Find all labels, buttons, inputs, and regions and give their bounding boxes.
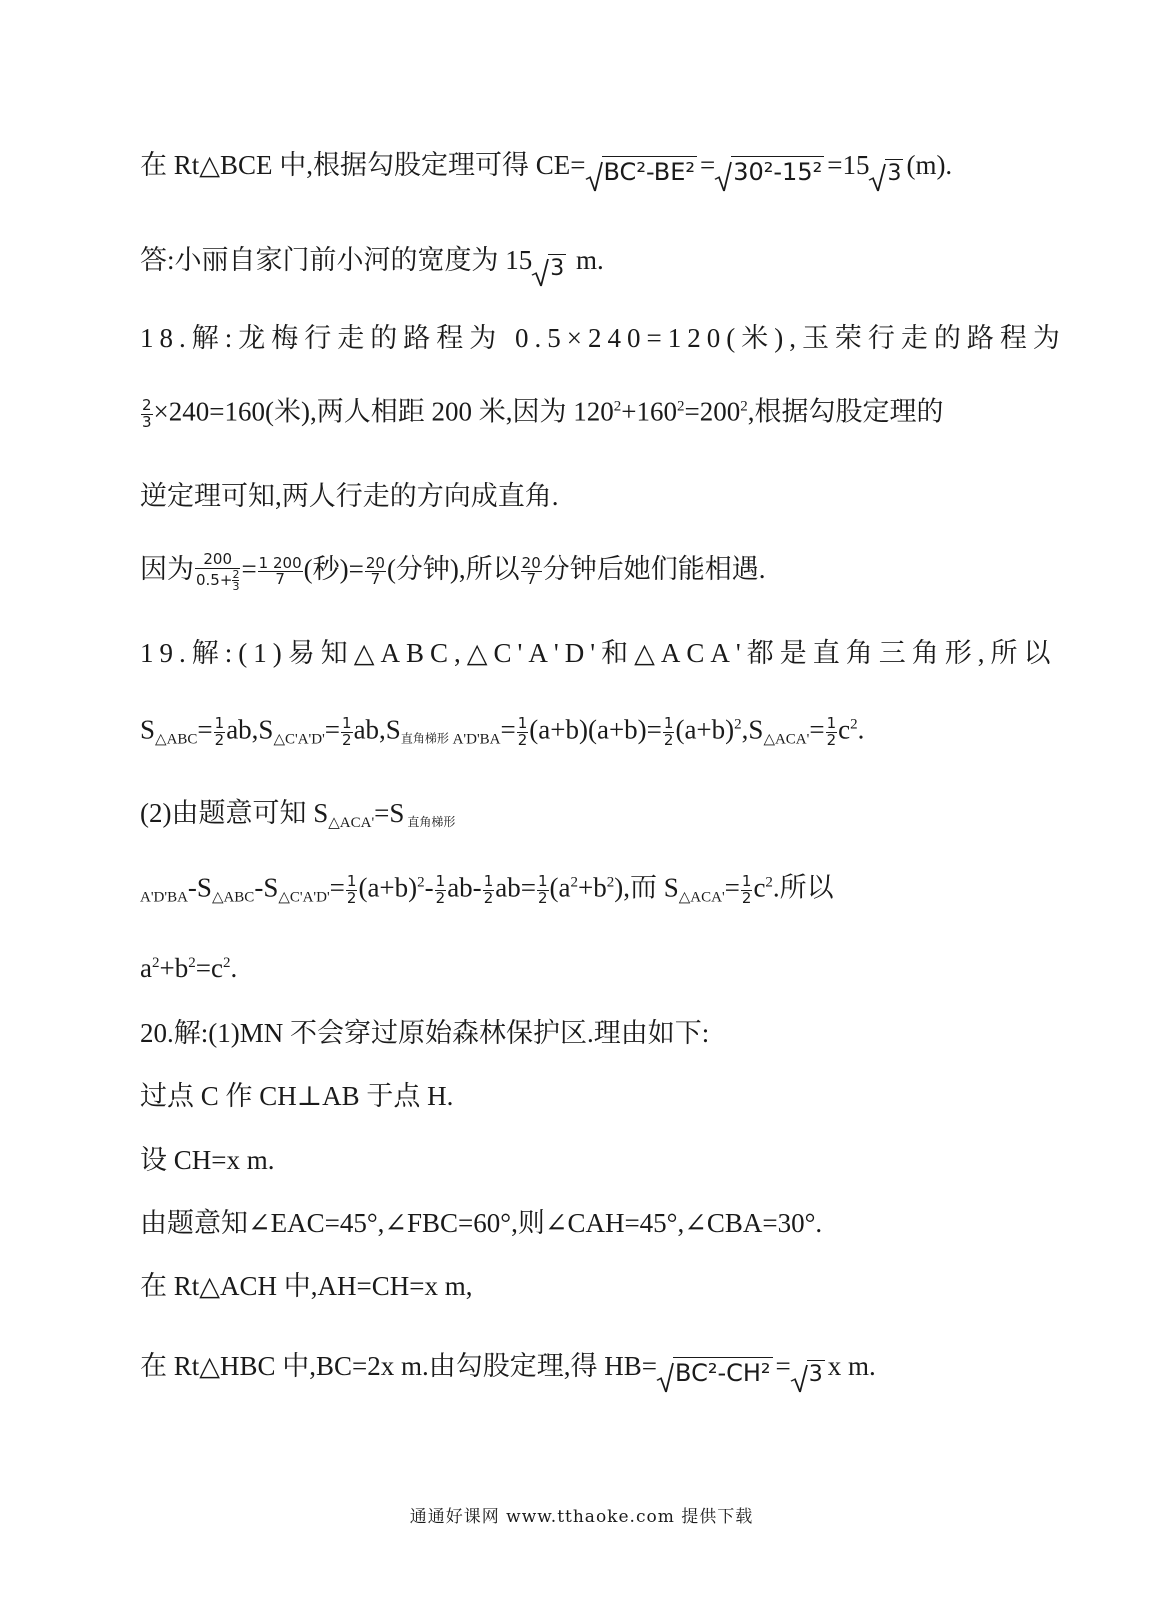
fraction: $\frac{2}{3}$ <box>142 396 152 431</box>
line-3: 18.解:龙梅行走的路程为 0.5×240=120(米),玉荣行走的路程为 <box>140 323 1066 353</box>
line-15: 由题意知∠EAC=45°,∠FBC=60°,则∠CAH=45°,∠CBA=30°. <box>140 1208 823 1238</box>
radical-sign-icon <box>715 162 731 191</box>
sqrt-3: 3 <box>532 253 566 280</box>
sqrt-bc-ch: BC²-CH² <box>657 1357 773 1386</box>
sqrt-bc-be: BC²-BE² <box>586 156 697 185</box>
line-6: 因为 200 0.5+ $\frac{2}{3}$ = $\frac{1 200}{7}$ (秒)= $\frac{20}{7}$ (分钟),所以 $\frac{20}{7}$ 分钟后她们能相遇. <box>140 550 766 593</box>
radical-sign-icon <box>532 259 548 286</box>
line-13: 过点 C 作 CH⊥AB 于点 H. <box>140 1081 454 1111</box>
fraction: $\frac{1}{2}$ <box>826 714 837 749</box>
sqrt-3: 3 <box>869 158 903 185</box>
sqrt-30-15: 30²-15² <box>715 156 824 185</box>
fraction: $\frac{1}{2}$ <box>435 872 446 907</box>
radical-sign-icon <box>791 1365 807 1392</box>
line-8: $S_{\triangle ABC}=$ $\frac{1}{2}$ $ab,S_{\triangle C'A'D'}=$ $\frac{1}{2}$ ab,S直角梯形 $_{A'D'BA}$= $\frac{1}{2}$ (a+b)(a+b)= $\frac{1}{2}$ $(a+b)^2,S_{\triangle ACA'}=$ $\frac{1}{2}$ $c^2$. <box>140 714 865 749</box>
fraction: $\frac{20}{7}$ <box>365 553 385 589</box>
line-12: 20.解:(1)MN 不会穿过原始森林保护区.理由如下: <box>140 1018 710 1048</box>
line-1: 在 Rt△BCE 中,根据勾股定理可得 CE= BC²-BE² = 30²-15² =15 3 (m). <box>140 152 952 185</box>
fraction: $\frac{1}{2}$ <box>483 872 494 907</box>
line-10: $_{A'D'BA}-S_{\triangle ABC}-S_{\triangle C'A'D'}=$ $\frac{1}{2}$ $(a+b)^2-$ $\frac{1}{2}$ ab- $\frac{1}{2}$ ab= $\frac{1}{2}$ $(a^2+b^2)$,而 $S_{\triangle ACA'}=$ $\frac{1}{2}$ $c^2$.所以 <box>140 872 834 907</box>
line-14: 设 CH=x m. <box>140 1145 275 1175</box>
fraction: $\frac{1}{2}$ <box>214 714 225 749</box>
fraction: $\frac{1}{2}$ <box>342 714 352 749</box>
fraction: $\frac{1}{2}$ <box>663 714 674 749</box>
line-5: 逆定理可知,两人行走的方向成直角. <box>140 481 559 511</box>
radical-sign-icon <box>586 162 602 191</box>
page-footer: 通通好课网 www.tthaoke.com 提供下载 <box>409 1507 754 1527</box>
line-16: 在 Rt△ACH 中,AH=CH=x m, <box>140 1271 473 1301</box>
fraction: $\frac{1}{2}$ <box>346 872 357 907</box>
line-7: 19.解:(1)易知△ABC,△C'A'D'和△ACA'都是直角三角形,所以 <box>140 638 1057 668</box>
fraction: $\frac{1}{2}$ <box>517 714 528 749</box>
fraction: $\frac{1}{2}$ <box>537 872 548 907</box>
radical-sign-icon <box>869 164 885 191</box>
line-17: 在 Rt△HBC 中,BC=2x m.由勾股定理,得 HB= BC²-CH² = 3 x m. <box>140 1353 876 1386</box>
line-4: $\frac{2}{3}$ ×240=160(米),两人相距 200 米,因为 $120^2+160^2=200^2$,根据勾股定理的 <box>142 396 944 431</box>
line-11: $a^2+b^2=c^2$. <box>140 953 238 983</box>
sqrt-3: 3 <box>791 1359 825 1386</box>
line-2: 答:小丽自家门前小河的宽度为 15 3 m. <box>140 247 604 280</box>
radical-sign-icon <box>657 1363 673 1392</box>
fraction: $\frac{20}{7}$ <box>521 553 541 589</box>
fraction: $\frac{1}{2}$ <box>741 872 752 907</box>
fraction: $\frac{1 200}{7}$ <box>258 553 302 589</box>
line-9: (2)由题意可知 $S_{\triangle ACA'}=S$ 直角梯形 <box>140 798 456 831</box>
fraction: 200 0.5+ $\frac{2}{3}$ <box>196 550 240 593</box>
